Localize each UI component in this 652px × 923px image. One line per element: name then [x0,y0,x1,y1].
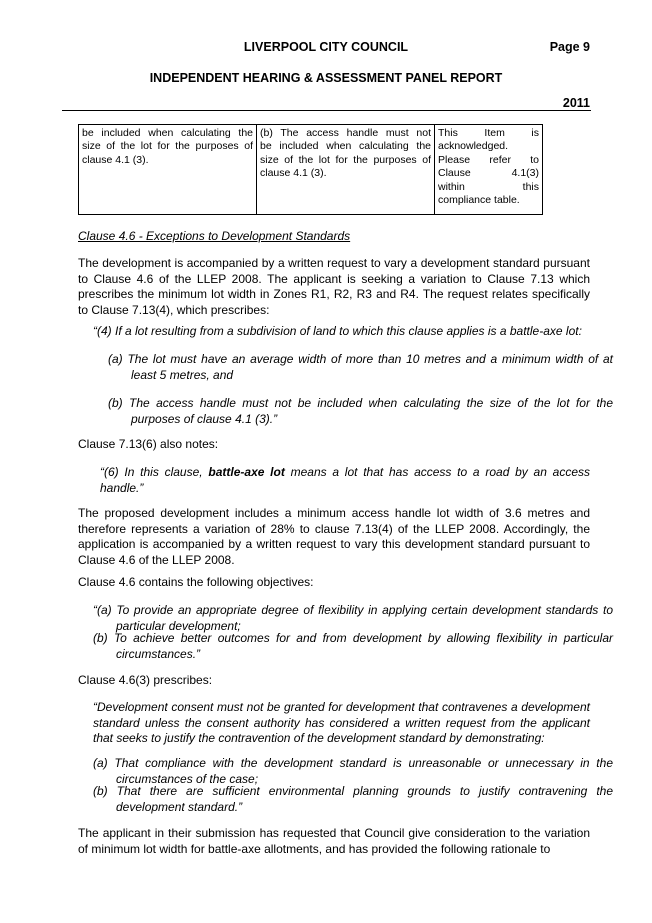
paragraph-objectives-intro: Clause 4.6 contains the following objectives: [78,575,314,589]
quote-clause-7-13-4: “(4) If a lot resulting from a subdivision of land to which this clause applies is a battle-axe lot: [93,324,582,338]
quote-clause-7-13-6 [100,465,590,496]
paragraph-proposed-development: The proposed development includes a minimum access handle lot width of 3.6 metres and therefore represents a variation of 28% to clause 7.13(4) of the LLEP 2008. Accordingly, the application is accompanied by a written request to vary this development standard pursuant to Clause 4.6 of the LLEP 2008. [78,506,590,567]
report-year: 2011 [562,96,590,110]
cell-line: be included when calculating the [82,127,253,139]
cell-line: compliance table. [438,194,520,207]
objective-item-b: (b) To achieve better outcomes for and from development by allowing flexibility in particular circumstances.” [93,631,613,661]
header-rule [62,110,591,111]
quote-4-6-3-item-a: (a) That compliance with the development standard is unreasonable or unnecessary in the circumstances of the case; [93,756,613,786]
paragraph-clause-7-13-6: Clause 7.13(6) also notes: [78,437,219,451]
cell-line: clause 4.1 (3). [82,153,149,166]
table-cell-clause [79,125,257,215]
cell-line: size of the lot for the purposes of [260,153,431,166]
paragraph-applicant-submission: The applicant in their submission has requested that Council give consideration to the variation of minimum lot width for battle-axe allotments, and has provided the following rationale to [78,826,590,856]
cell-line: acknowledged. [438,140,509,153]
cell-line: size of the lot for the purposes of [82,140,253,153]
objective-item-a: “(a) To provide an appropriate degree of flexibility in applying certain development standards to particular development; [93,603,613,633]
cell-line: Please refer to [438,153,539,166]
quote-item-b: (b) The access handle must not be included when calculating the size of the lot for the purposes of clause 4.1 (3).” [108,396,613,426]
cell-line: Clause 4.1(3) [438,167,539,180]
cell-line: (b) The access handle must not [260,127,431,139]
cell-line: clause 4.1 (3). [260,167,327,180]
table-cell-comment [435,125,543,215]
quote-text: “(6) In this clause, [100,465,203,479]
quote-item-a: (a) The lot must have an average width of more than 10 metres and a minimum width of at least 5 metres, and [108,352,613,382]
paragraph-variation-request: The development is accompanied by a written request to vary a development standard pursuant to Clause 4.6 of the LLEP 2008. The applicant is seeking a variation to Clause 7.13 which prescribes the minimum lot width in Zones R1, R2, R3 and R4. The request relates specifically to Clause 7.13(4), which prescribes: [78,256,590,317]
paragraph-clause-4-6-3: Clause 4.6(3) prescribes: [78,673,213,687]
report-title: INDEPENDENT HEARING & ASSESSMENT PANEL REPORT [149,71,503,85]
quote-text: means a lot that has access to a road by an access handle.” [100,465,591,495]
cell-line: within this [438,180,539,193]
quote-clause-4-6-3: “Development consent must not be granted for development that contravenes a development standard unless the consent authority has considered a written request from the applicant that seeks to justify the contravention of the development standard by demonstrating: [93,700,590,746]
council-name: LIVERPOOL CITY COUNCIL [243,40,409,54]
cell-line: This Item is [438,127,539,139]
section-heading: Clause 4.6 - Exceptions to Development Standards [78,229,351,243]
quote-4-6-3-item-b: (b) That there are sufficient environmental planning grounds to justify contravening the development standard.” [93,784,613,814]
page-number: Page 9 [549,40,590,54]
cell-line: be included when calculating the [260,140,431,153]
defined-term: battle-axe lot [208,465,285,479]
compliance-table [78,124,543,215]
table-row [79,125,543,215]
table-cell-requirement [257,125,435,215]
